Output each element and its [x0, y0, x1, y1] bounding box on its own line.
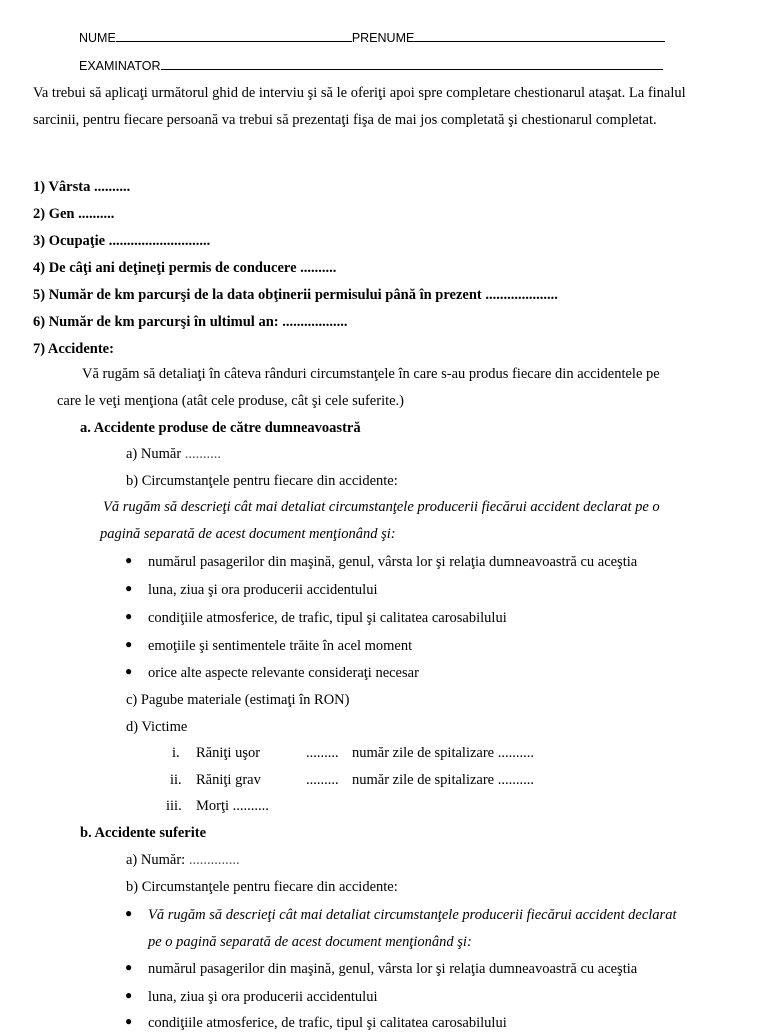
question-license-years: 4) De câţi ani deţineţi permis de conducere ..........	[33, 260, 337, 276]
question-km-total: 5) Număr de km parcurşi de la data obţinerii permisului până în prezent ....................	[33, 287, 558, 303]
question-gender: 2) Gen ..........	[33, 206, 115, 222]
header-name-line	[79, 29, 665, 45]
section-a-desc-line1: Vă rugăm să descrieţi cât mai detaliat circumstanţele producerii fiecărui accident declarat pe o	[103, 499, 660, 515]
question-accidents: 7) Accidente:	[33, 341, 114, 357]
bullet-icon: ●	[125, 581, 133, 595]
numar-label: a) Număr	[126, 446, 182, 462]
examinator-blank[interactable]	[161, 57, 663, 70]
victim-label: Răniţi grav	[196, 772, 261, 788]
examinator-label: EXAMINATOR	[79, 59, 161, 73]
prenume-blank[interactable]	[414, 29, 665, 42]
victim-num: iii.	[166, 798, 182, 814]
bullet-icon: ●	[125, 609, 133, 623]
victim-dots: .........	[306, 745, 339, 761]
section-a-bullet: orice alte aspecte relevante consideraţi necesar	[148, 665, 419, 681]
bullet-icon: ●	[125, 553, 133, 567]
section-a-circumstances: b) Circumstanţele pentru fiecare din accidente:	[126, 473, 398, 489]
victim-num: ii.	[170, 772, 182, 788]
numar-dots: ..........	[181, 446, 222, 462]
victim-days: număr zile de spitalizare ..........	[352, 772, 534, 788]
victim-days: număr zile de spitalizare ..........	[352, 745, 534, 761]
section-a-victime: d) Victime	[126, 719, 188, 735]
section-a-bullet: luna, ziua şi ora producerii accidentului	[148, 582, 378, 598]
section-b-desc-line2: pe o pagină separată de acest document menţionând şi:	[148, 934, 472, 950]
intro-paragraph: Va trebui să aplicaţi următorul ghid de interviu şi să le oferiţi apoi spre completare chestionarul ataşat. La finalul sarcinii, pentru fiecare persoană va trebui să prezentaţi fişa de mai jos completată şi chestionarul completat.	[33, 85, 686, 128]
section-b-bullet: luna, ziua şi ora producerii accidentului	[148, 989, 378, 1005]
nume-blank[interactable]	[116, 29, 352, 42]
question-km-last-year: 6) Număr de km parcurşi în ultimul an: ..................	[33, 314, 348, 330]
victim-num: i.	[172, 745, 180, 761]
victim-label: Morţi ..........	[196, 798, 269, 814]
numar-dots: ..............	[185, 852, 240, 868]
bullet-icon: ●	[125, 906, 133, 920]
section-b-title: b. Accidente suferite	[80, 825, 207, 841]
header-examinator-line	[79, 57, 663, 73]
question-occupation: 3) Ocupaţie ............................	[33, 233, 211, 249]
bullet-icon: ●	[125, 988, 133, 1002]
section-b-desc-line1: Vă rugăm să descrieţi cât mai detaliat circumstanţele producerii fiecărui accident declarat	[148, 907, 677, 923]
section-b-circumstances: b) Circumstanţele pentru fiecare din accidente:	[126, 879, 398, 895]
section-a-title: a. Accidente produse de către dumneavoastră	[80, 420, 361, 436]
bullet-icon: ●	[125, 664, 133, 678]
section-a-pagube: c) Pagube materiale (estimaţi în RON)	[126, 692, 350, 708]
bullet-icon: ●	[125, 1014, 133, 1028]
section-a-bullet: numărul pasagerilor din maşină, genul, vârsta lor şi relaţia dumneavoastră cu aceştia	[148, 554, 638, 570]
nume-label: NUME	[79, 31, 116, 45]
victim-dots: .........	[306, 772, 339, 788]
bullet-icon: ●	[125, 637, 133, 651]
section-a-bullet: condiţiile atmosferice, de trafic, tipul şi calitatea carosabilului	[148, 610, 507, 626]
accidents-intro-line1: Vă rugăm să detaliaţi în câteva rânduri circumstanţele în care s-au produs fiecare din accidentele pe	[82, 366, 660, 382]
section-a-bullet: emoţiile şi sentimentele trăite în acel moment	[148, 638, 413, 654]
accidents-intro-line2: care le veţi menţiona (atât cele produse, cât şi cele suferite.)	[57, 393, 405, 409]
section-a-numar	[126, 445, 221, 463]
question-age: 1) Vârsta ..........	[33, 179, 131, 195]
victim-label: Răniţi uşor	[196, 745, 261, 761]
section-a-desc-line2: pagină separată de acest document menţionând şi:	[100, 526, 396, 542]
section-b-bullet: condiţiile atmosferice, de trafic, tipul şi calitatea carosabilului	[148, 1015, 507, 1031]
numar-label: a) Număr:	[126, 852, 186, 868]
bullet-icon: ●	[125, 960, 133, 974]
section-b-bullet: numărul pasagerilor din maşină, genul, vârsta lor şi relaţia dumneavoastră cu aceştia	[148, 961, 638, 977]
section-b-numar	[126, 851, 240, 869]
prenume-label: PRENUME	[351, 31, 415, 45]
